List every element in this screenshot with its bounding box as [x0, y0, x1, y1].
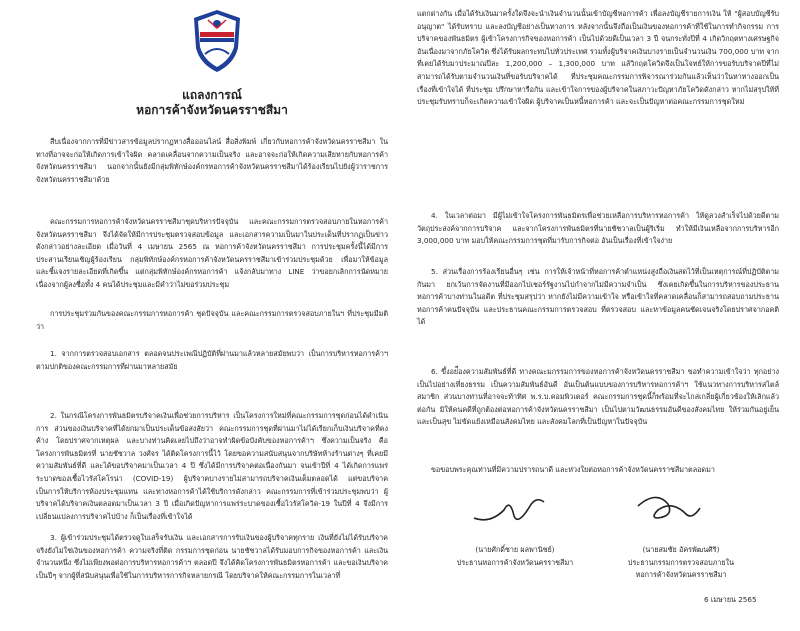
right-paragraph-3: 5. ส่วนเรื่องการร้องเรียนอื่นๆ เช่น การให้เจ้าหน้าที่หอการค้าตำแหน่งสูงถือเงินสดไว้ที่เป็นเหตุการณ์ที่ปฏิบัติตามกันมา ยกเว้นการจัดงานที่มีออกไปเชอร์รัฐงานไปกำจากไม่มีความจำเป็น ซึ่งเคยเกิดขึ้นในการบริหารของประธานหอการค้าบางท่านในอดีต ที่ประชุมสรุปว่า หากยังไม่มีความเข้าใจ หรือเข้าใจที่คลาดเคลื่อนก็สามารถสอบถามประธานหอการค้าคนปัจจุบัน และประธานคณะกรรมการตรวจสอบ ที่ตรวจสอบ และหาข้อมูลคนชัดเจนจริงโดยปราศจากอคติได้	[417, 267, 779, 327]
left-paragraph-5: 2. ในกรณีโครงการพันธมิตรบริจาคเงินเพื่อช่วยการบริหาร เป็นโครงการใหม่ที่คณะกรรมการชุดก่อนได้ดำเนินการ ส่วนของเงินบริจาคที่ได้ยกมาเป็นประเด็นข้อสงสัยว่า คณะกรรมการชุดที่ผ่านมาไม่ได้เรียกเก็บเงินบริจาคที่คงค้าง โดยปราศจากเหตุผล และบางท่านคิดเลยไปถึงว่าอาจทำผิดข้อบังคับของหอการค้าฯ ซึ่งความเป็นจริง คือ โครงการพันธมิตรที่ นายชัชวาล วงศ์จร ได้ติดโครงการนี้ไว้ โดยขอความสนับสนุนจากบริษัทห้างร้านต่างๆ ที่เคยมีความสัมพันธ์ที่ดี และได้ขอบริจาคมาเป็นเวลา 4 ปี ซึ่งได้มีการบริจาคต่อเนื่องกันมา จนเข้าปีที่ 4 ได้เกิดการแพร่ระบาดของเชื้อไวรัสโคโรน่า (COVID-19) ผู้บริจาคบางรายไม่สามารถบริจาคเงินเต็มตลอดได้ แต่ขอบริจาคเป็นการให้บริการห้องประชุมแทน และทางหอการค้าได้ใช้บริการดังกล่าว คณะกรรมการที่เข้าร่วมประชุมพบว่า ผู้บริจาคได้บริจาคเงินตลอดมาเป็นเวลา 3 ปี เมื่อเกิดปัญหาการแพร่ระบาดของเชื้อไวรัสโควิด-19 ในปีที่ 4 จึงมีการเปลี่ยนแปลงการบริจาคไปบ้าง ก็เป็นเรื่องที่เข้าใจได้	[36, 411, 388, 521]
organization-name: หอการค้าจังหวัดนครราชสีมา	[136, 103, 288, 117]
signature-1-mark	[470, 488, 550, 530]
left-paragraph-3: การประชุมร่วมกันของคณะกรรมการหอการค้า ชุดปัจจุบัน และคณะกรรมการตรวจสอบภายในฯ ที่ประชุมมีมติว่า	[36, 309, 388, 331]
left-paragraph-1: สืบเนื่องจากการที่มีข่าวสารข้อมูลปรากฏทางสื่อออนไลน์ สื่อสิ่งพิมพ์ เกี่ยวกับหอการค้าจังหวัดนครราชสีมา ในทางที่อาจจะก่อให้เกิดการเข้าใจผิด คลาดเคลื่อนจากความเป็นจริง และอาจจะก่อให้เกิดความเสียหายกับหอการค้าจังหวัดนครราชสีมา นอกจากนั้นยังมีกลุ่มพิทักษ์องค์กรหอการค้าจังหวัดนครราชสีมาได้ร้องเรียนไปยังผู้ว่าราชการจังหวัดนครราชสีมาด้วย	[36, 137, 388, 184]
left-paragraph-2: คณะกรรมการหอการค้าจังหวัดนครราชสีมาชุดบริหารปัจจุบัน และคณะกรรมการตรวจสอบภายในหอการค้าจังหวัดนครราชสีมา จึงได้จัดให้มีการประชุมตรวจสอบข้อมูล และเอกสารความเป็นมาในประเด็นที่ปรากฏเป็นข่าวดังกล่าวอย่างละเอียด เมื่อวันที่ 4 เมษายน 2565 ณ หอการค้าจังหวัดนครราชสีมา การประชุมครั้งนี้ได้มีการประสานเรียนเชิญผู้ร้องเรียน กลุ่มพิทักษ์องค์กรหอการค้าจังหวัดนครราชสีมาเข้าร่วมประชุมด้วย เพื่อมาให้ข้อมูล และชี้แจงรายละเอียดที่เกิดขึ้น แต่กลุ่มพิทักษ์องค์กรหอการค้า แจ้งกลับมาทาง LINE ว่าขอยกเลิกการนัดหมาย เนื่องจากผู้ลงชื่อทั้ง 4 คนได้ประชุมและมีคำว่าไม่ขอร่วมประชุม	[36, 217, 388, 289]
left-paragraph-4: 1. จากการตรวจสอบเอกสาร ตลอดจนประเพณีปฏิบัติที่ผ่านมาแล้วหลายสมัยพบว่า เป็นการบริหารหอการค้าฯ ตามปกติของคณะกรรมการที่ผ่านมาหลายสมัย	[36, 349, 388, 371]
chamber-logo	[188, 8, 246, 74]
right-paragraph-5: ขอขอบพระคุณท่านที่มีความปรารถนาดี และห่วงใยต่อหอการค้าจังหวัดนครราชสีมาตลอดมา	[431, 465, 715, 474]
document-date: 6 เมษายน 2565	[704, 595, 757, 604]
signature-2-mark	[628, 488, 708, 530]
right-paragraph-4: 6. ขึ้งอย่ืองความสัมพันธ์ที่ดี ทางคณะมกรรมการของหอการค้าจังหวัดนครราชสีมา ขอทำความเข้าใจว่า ทุกอย่างเป็นไปอย่างเที่ยงธรรม เป็นความสัมพันธ์อันดี อันเป็นต้นแบบของการบริหารหอการค้าฯ ใช้แนวทางการบริหารสไตล์สมาชิก ส่วนบางท่านที่อาจจะท้าทิศ พ.ร.บ.คอมพิวเตอร์ คณะกรรมการชุดนี้ก็พร้อมที่จะไกล่เกลี่ยผู้เกี่ยวข้องให้เลิกแล้วต่อกัน มิให้คนคดีที่ถูกต้องต่อหอการค้าจังหวัดนครราชสีมา เป็นไปตามวัฒนธรรมอันดีของสังคมไทย ให้ร่วมกันอยู่เย็น และเป็นสุข ไม่ขัดแย้งเหมือนสังคมไทย และสังคมโลกที่เป็นปัญหาในปัจจุบัน	[417, 367, 779, 427]
signer-1-name: (นายศักดิ์ชาย ผลพานิชย์)	[475, 545, 555, 554]
statement-heading: แถลงการณ์	[182, 88, 242, 102]
signature-block-2	[596, 544, 766, 582]
signer-1-title: ประธานหอการค้าจังหวัดนครราชสีมา	[456, 557, 574, 567]
signer-2-name: (นายสมชัย อัครพัฒนศิริ)	[642, 545, 720, 554]
signer-2-title-line2: หอการค้าจังหวัดนครราชสีมา	[635, 570, 727, 580]
signer-2-title: ประธานกรรมการตรวจสอบภายใน	[627, 557, 735, 567]
right-paragraph-2: 4. ในเวลาต่อมา มีผู้ไม่เข้าใจโครงการพันธมิตรเพื่อช่วยเหลือการบริหารหอการค้า ให้ดูลวงสำเร็จไปด้วยดีตามวัตถุประสงค์จากการบริจาค และจากโครงการพันธมิตรที่นายชัชวาลเป็นผู้ริเริ่ม ทำให้มีเงินเหลือจากการบริหารอีก 3,000,000 บาท มอบให้คณะกรรมการชุดที่มารับการกิจต่อ อันเป็นเรื่องที่เข้าใจง่าย	[417, 211, 779, 246]
signature-block-1	[430, 544, 600, 569]
right-paragraph-1: แตกต่างกัน เมื่อได้รับเงินมาครั้งใดจึงจะนำเงินจำนวนนั้นเข้าบัญชีหอการค้า เพื่อลงบัญชีรายการเงิน ให้ "ผู้สอบบัญชีรับอนุญาต" ได้รับทราบ และลงบัญชีอย่างเป็นทางการ หลังจากนั้นจึงถือเป็นเงินของหอการค้าที่ใช้ในการทำกิจกรรม การบริจาคของพันธมิตร ผู้เข้าโครงการกิจของหอการค้า เป็นไปด้วยดีเป็นเวลา 3 ปี จนกระทั่งปีที่ 4 เกิดวิกฤตทางเศรษฐกิจ อันเนื่องมาจากภัยโควิด ซึ่งได้รับผลกระทบไปทั่วประเทศ รวมทั้งผู้บริจาคเงินบางรายเป็นจำนวนเงิน 700,000 บาท จากที่เคยได้รับมาประมาณปีละ 1,200,000 – 1,300,000 บาท แล้วิกฤตโควิดจึงเป็นโจทย์ให้การขอรับบริจาคปีที่ไม่สามารถได้รับตามจำนวนเงินที่ขอรับบริจาคได้ ที่ประชุมคณะกรรมการพิจารณาร่วมกันแล้วเห็นว่าในหาทางออกเป็นเรื่องที่เข้าใจได้ ที่ประชุม ปรึกษาหารือกัน และเข้าใจการของผู้บริจาคในสภาวะปัญหาภัยโควิดดังกล่าว หากไม่สรุปให้ที่ประชุมรับทราบก็จะเกิดความเข้าใจผิด ผู้บริจาคเป็นหนี้หอการค้า และจะเป็นปัญหาต่อคณะกรรมการชุดใหม่	[417, 9, 779, 107]
left-paragraph-6: 3. ผู้เข้าร่วมประชุมได้ตรวจดูใบเสร็จรับเงิน และเอกสารการรับเงินของผู้บริจาคทุกราย เงินที่ยังไม่ได้รับบริจาคจริงยังไม่ใช่เงินของหอการค้า ความจริงที่ติด กรรมการชุดก่อน นายชัชวาลได้รับมอบการกิจของหอการค้า และเงินจำนวนหนึ่ง ซึ่งไม่เพียงพอต่อการบริหารหอการค้าฯ ตลอดปี จึงได้คิดโครงการพันธมิตรหอการค้า และขอเงินบริจาคเป็นปีๆ จากผู้ที่สนับสนุนเพื่อใช้ในการบริหารการกิจหลายกรณี โดยบริจาคให้คณะกรรมการในเวลาที่	[36, 533, 388, 580]
